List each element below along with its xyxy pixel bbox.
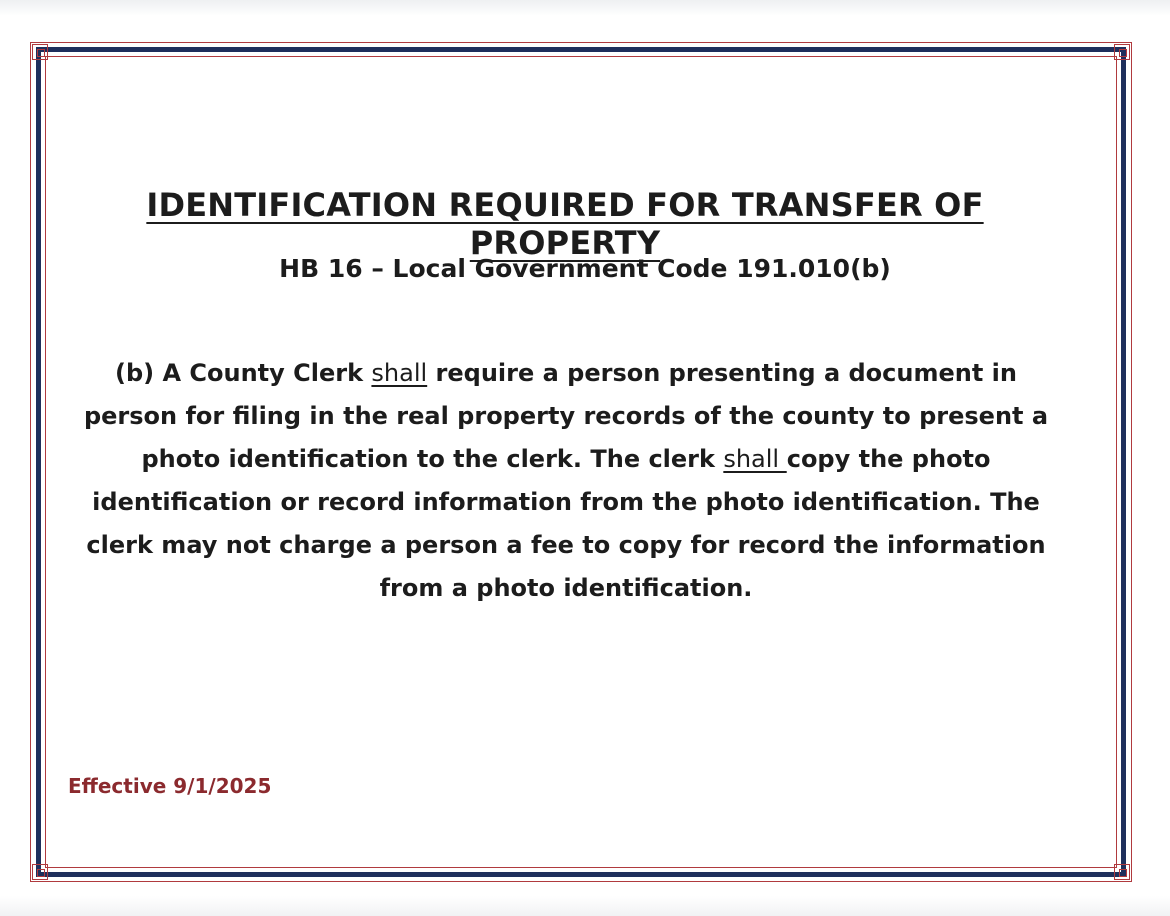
corner-ornament-bottom-left [32, 864, 48, 880]
body-segment-1: (b) A County Clerk [115, 359, 372, 387]
notice-subtitle: HB 16 – Local Government Code 191.010(b) [279, 254, 891, 283]
effective-date: Effective 9/1/2025 [68, 774, 272, 798]
body-emphasis-shall-2: shall [723, 445, 787, 473]
body-segment-3: copy the photo identification or record information from the photo identification. The clerk may not charge a person a fee to copy for record the information from a photo identification. [86, 445, 1046, 602]
notice-title-text: IDENTIFICATION REQUIRED FOR TRANSFER OF PROPERTY [146, 186, 984, 262]
corner-ornament-top-right [1114, 44, 1130, 60]
scan-edge-top [0, 0, 1170, 16]
scan-edge-bottom [0, 896, 1170, 916]
notice-title [60, 186, 1070, 262]
body-emphasis-shall-1: shall [371, 359, 428, 387]
corner-ornament-bottom-right [1114, 864, 1130, 880]
body-segment-2: require a person presenting a document in person for filing in the real property records of the county to present a photo identification to the clerk. The clerk [83, 359, 1049, 473]
corner-ornament-top-left [32, 44, 48, 60]
notice-body [72, 352, 1060, 610]
